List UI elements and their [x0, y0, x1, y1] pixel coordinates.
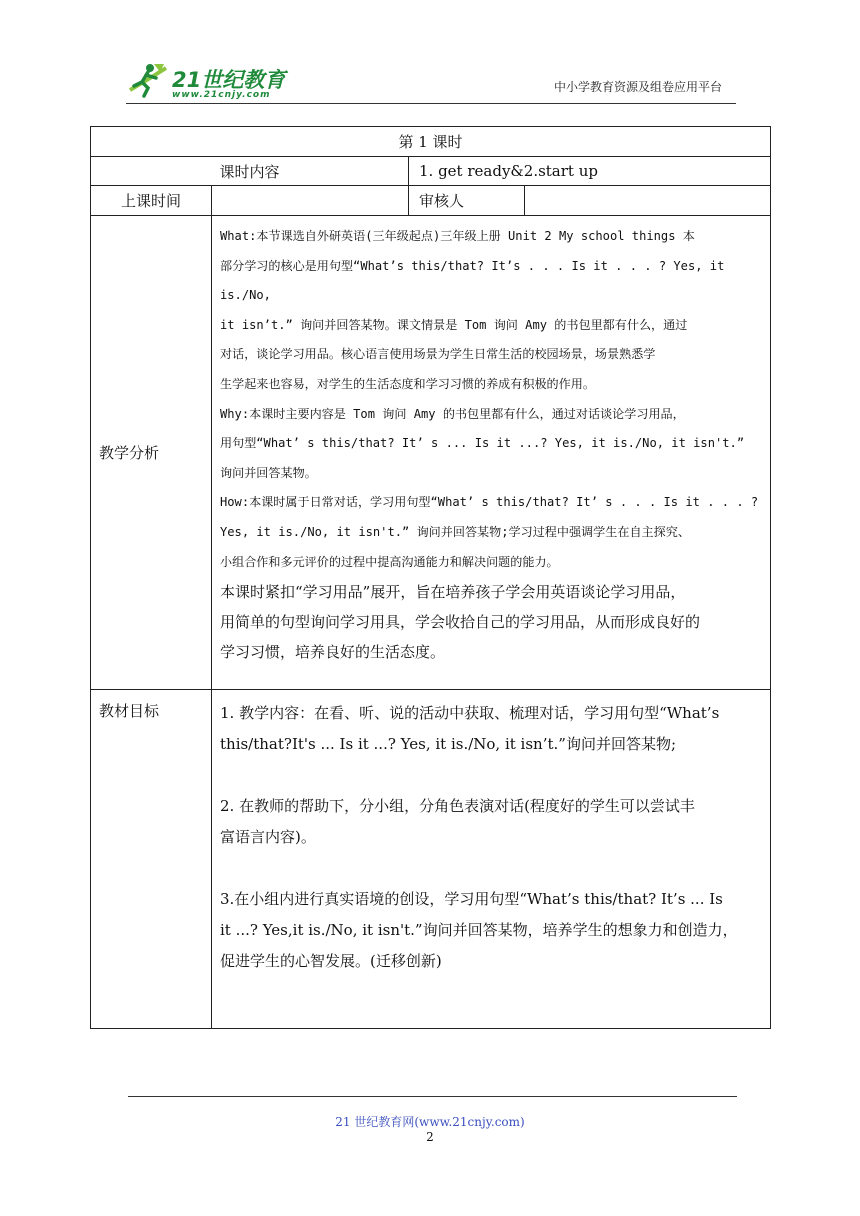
analysis-line: What:本节课选自外研英语(三年级起点)三年级上册 Unit 2 My school things 本 [220, 229, 695, 243]
analysis-line: it isn’t.” 询问并回答某物。课文情景是 Tom 询问 Amy 的书包里都有什么，通过 [220, 317, 688, 332]
footer-link[interactable]: 21 世纪教育网(www.21cnjy.com) [335, 1115, 525, 1129]
summary-line: 本课时紧扣“学习用品”展开，旨在培养孩子学会用英语谈论学习用品， [220, 583, 686, 602]
analysis-line: Why:本课时主要内容是 Tom 询问 Amy 的书包里都有什么，通过对话谈论学习用品， [220, 406, 685, 421]
goal-line: 3.在小组内进行真实语境的创设，学习用句型“What’s this/that? It’s ... Is [220, 890, 723, 908]
goals-content [212, 690, 771, 1029]
summary-line: 用简单的句型询问学习用具，学会收拾自己的学习用品，从而形成良好的 [220, 613, 701, 632]
site-logo[interactable] [126, 60, 296, 100]
analysis-line: 生学起来也容易，对学生的生活态度和学习习惯的养成有积极的作用。 [220, 376, 595, 391]
time-value [212, 186, 409, 216]
reviewer-label: 审核人 [409, 186, 525, 216]
analysis-line: 询问并回答某物。 [220, 465, 317, 480]
lesson-title: 第 1 课时 [91, 127, 771, 157]
goal-line: this/that?It's ... Is it ...? Yes, it is./No, it isn’t.”询问并回答某物; [220, 735, 676, 753]
goal-line: 2. 在教师的帮助下，分小组，分角色表演对话(程度好的学生可以尝试丰 [220, 797, 695, 815]
brand-url: www.21cnjy.com [172, 90, 271, 100]
analysis-line: How:本课时属于日常对话，学习用句型“What’ s this/that? It’ s . . . Is it . . . ? [220, 495, 759, 510]
reviewer-value [525, 186, 771, 216]
analysis-line: 对话，谈论学习用品。核心语言使用场景为学生日常生活的校园场景，场景熟悉学 [220, 347, 656, 362]
analysis-label: 教学分析 [91, 216, 212, 690]
brand-name: 21世纪教育 [172, 68, 286, 92]
goal-line: it ...? Yes,it is./No, it isn't.”询问并回答某物，培养学生的想象力和创造力， [220, 921, 738, 939]
content-label: 课时内容 [91, 157, 409, 186]
time-label: 上课时间 [91, 186, 212, 216]
analysis-line: 部分学习的核心是用句型“What’s this/that? It’s . . . Is it . . . ? Yes, it is./No, [220, 258, 725, 303]
content-value: 1. get ready&2.start up [409, 157, 771, 186]
goal-line: 富语言内容)。 [220, 828, 316, 846]
goals-label: 教材目标 [91, 690, 212, 1029]
summary-line: 学习习惯，培养良好的生活态度。 [220, 643, 446, 662]
analysis-line: 小组合作和多元评价的过程中提高沟通能力和解决问题的能力。 [220, 554, 559, 569]
goal-line: 促进学生的心智发展。(迁移创新) [220, 952, 442, 970]
header-tagline: 中小学教育资源及组卷应用平台 [553, 80, 722, 94]
analysis-line: 用句型“What’ s this/that? It’ s ... Is it ...? Yes, it is./No, it isn't.” [220, 436, 745, 451]
footer-rule [128, 1096, 737, 1097]
analysis-line: Yes, it is./No, it isn't.” 询问并回答某物;学习过程中强调学生在自主探究、 [220, 524, 690, 539]
page-header [126, 58, 736, 104]
goal-line: 1. 教学内容：在看、听、说的活动中获取、梳理对话，学习用句型“What’s [220, 704, 720, 722]
analysis-content [212, 216, 771, 690]
header-rule [126, 103, 736, 104]
page-number: 2 [426, 1130, 434, 1144]
runner-logo-icon [126, 60, 170, 100]
lesson-plan-table [90, 126, 771, 1029]
